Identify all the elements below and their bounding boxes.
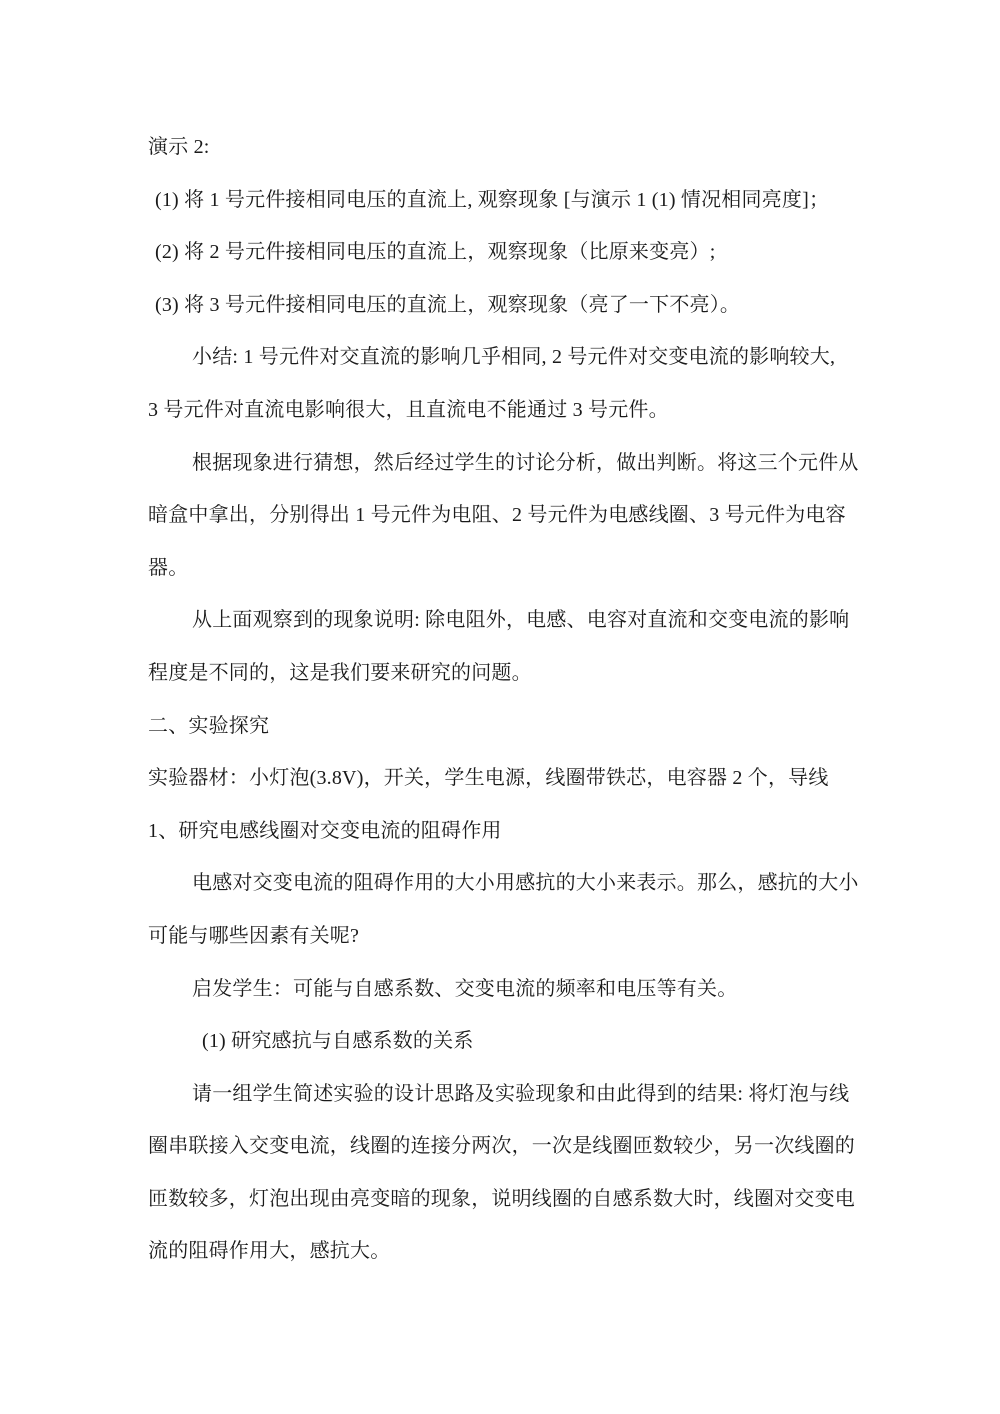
text-line: (1) 研究感抗与自感系数的关系 [202, 1030, 474, 1053]
document-body [148, 121, 860, 1278]
list-item [148, 226, 860, 279]
section-heading [148, 121, 860, 174]
section-heading [148, 805, 860, 858]
section-heading [148, 700, 860, 753]
text-line: 电感对交变电流的阻碍作用的大小用感抗的大小来表示。那么，感抗的大小 [192, 872, 859, 895]
paragraph [148, 963, 860, 1016]
text-line: 实验器材：小灯泡(3.8V)，开关，学生电源，线圈带铁芯，电容器 2 个，导线 [148, 767, 829, 790]
paragraph [148, 1068, 860, 1278]
paragraph [148, 857, 860, 962]
text-line: 程度是不同的，这是我们要来研究的问题。 [148, 661, 532, 684]
list-item [148, 279, 860, 332]
text-line: 器。 [148, 556, 189, 579]
list-item [148, 1015, 860, 1068]
text-line: (1) 将 1 号元件接相同电压的直流上, 观察现象 [与演示 1 (1) 情况相同亮度]； [155, 188, 830, 211]
text-line: (2) 将 2 号元件接相同电压的直流上，观察现象（比原来变亮）; [155, 241, 716, 264]
text-line: 根据现象进行猜想，然后经过学生的讨论分析，做出判断。将这三个元件从 [192, 451, 859, 474]
paragraph [148, 752, 860, 805]
text-line: 启发学生：可能与自感系数、交变电流的频率和电压等有关。 [192, 977, 738, 1000]
text-line: 小结: 1 号元件对交直流的影响几乎相同, 2 号元件对交变电流的影响较大, [192, 346, 836, 369]
text-line: 演示 2: [148, 136, 210, 158]
text-line: (3) 将 3 号元件接相同电压的直流上，观察现象（亮了一下不亮）。 [155, 293, 741, 316]
text-line: 可能与哪些因素有关呢? [148, 924, 360, 947]
text-line: 圈串联接入交变电流，线圈的连接分两次，一次是线圈匝数较少，另一次线圈的 [148, 1135, 855, 1158]
paragraph [148, 331, 860, 436]
text-line: 请一组学生简述实验的设计思路及实验现象和由此得到的结果: 将灯泡与线 [192, 1082, 850, 1105]
list-item [148, 174, 860, 227]
text-line: 从上面观察到的现象说明: 除电阻外，电感、电容对直流和交变电流的影响 [192, 609, 850, 632]
text-line: 匝数较多，灯泡出现由亮变暗的现象，说明线圈的自感系数大时，线圈对交变电 [148, 1187, 855, 1210]
paragraph [148, 594, 860, 699]
text-line: 暗盒中拿出，分别得出 1 号元件为电阻、2 号元件为电感线圈、3 号元件为电容 [148, 504, 846, 527]
text-line: 3 号元件对直流电影响很大，且直流电不能通过 3 号元件。 [148, 398, 669, 421]
text-line: 二、实验探究 [148, 714, 270, 737]
paragraph [148, 437, 860, 595]
text-line: 流的阻碍作用大，感抗大。 [148, 1240, 391, 1263]
text-line: 1、研究电感线圈对交变电流的阻碍作用 [148, 819, 502, 842]
